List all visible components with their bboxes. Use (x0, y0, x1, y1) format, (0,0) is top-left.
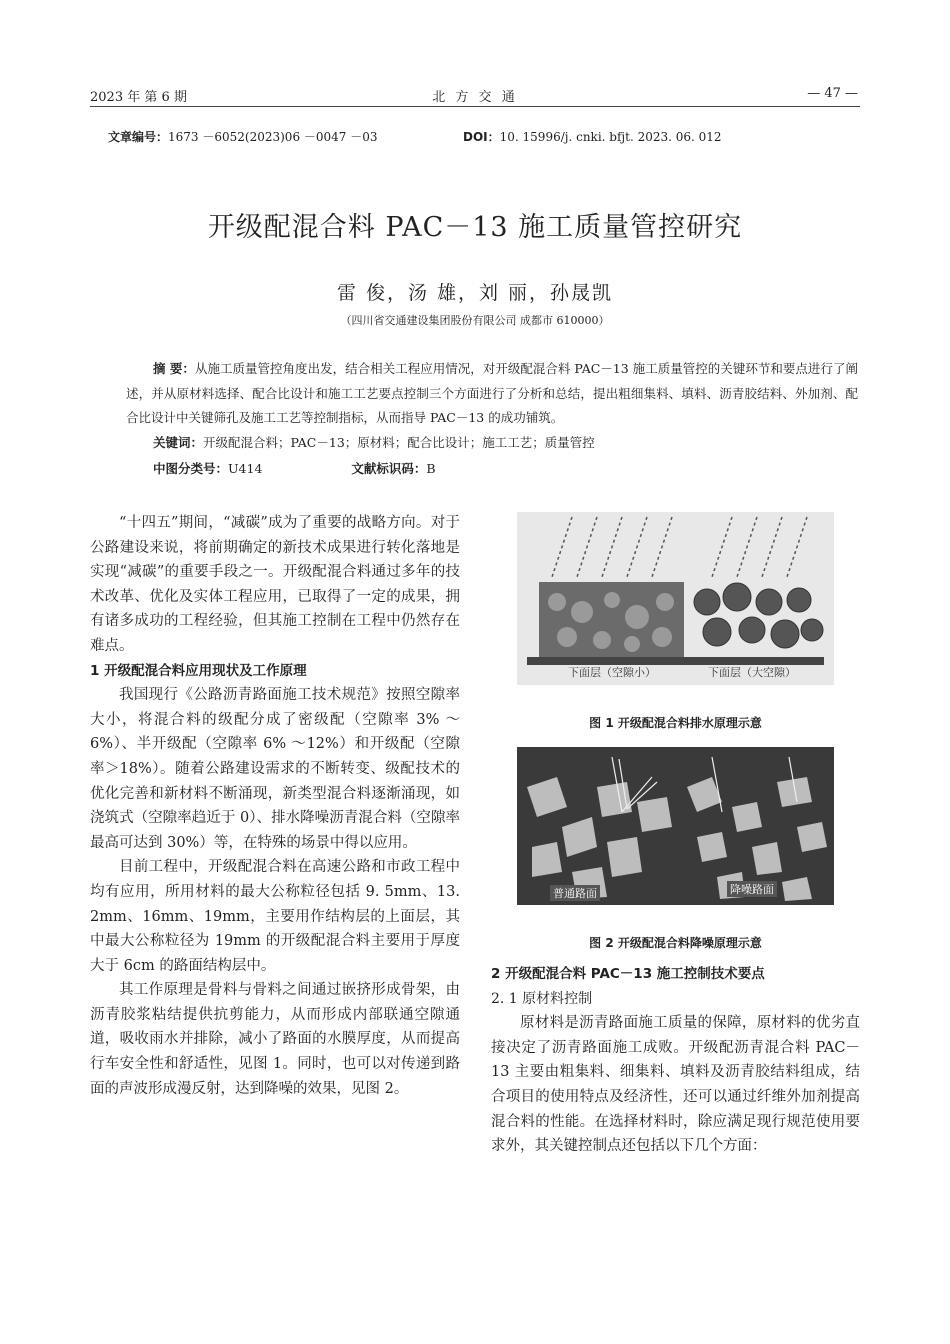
article-number: 文章编号：1673 －6052(2023)06 －0047 －03 (108, 130, 378, 144)
figure-1-image (517, 512, 834, 685)
page-number: — 47 — (807, 86, 858, 101)
doi: DOI：10. 15996/j. cnki. bfjt. 2023. 06. 012 (463, 130, 722, 144)
figure-2-label-left: 普通路面 (553, 887, 597, 900)
keywords: 关键词：开级配混合料；PAC－13；原材料；配合比设计；施工工艺；质量管控 (153, 435, 595, 450)
header-rule (90, 106, 860, 107)
affiliation: （四川省交通建设集团股份有限公司 成都市 610000） (340, 314, 610, 327)
abstract: 摘 要：从施工质量管控角度出发，结合相关工程应用情况，对开级配混合料 PAC－13 施工质量管控的关键环节和要点进行了阐述，并从原材料选择、配合比设计和施工工艺要点控制三个方面进行了分析和总结，提出粗细集料、填料、沥青胶结料、外加剂、配合比设计中关键筛孔及施工工艺等控制指标，从而指导 PAC－13 的成功铺筑。 (126, 361, 858, 425)
left-column (90, 511, 460, 1101)
figure-1-label-left: 下面层（空隙小） (568, 666, 656, 679)
figure-2-image (517, 747, 834, 905)
figure-1-caption: 图 1 开级配混合料排水原理示意 (589, 716, 762, 730)
paragraph: 目前工程中，开级配混合料在高速公路和市政工程中均有应用，所用材料的最大公称粒径包括 9. 5mm、13. 2mm、16mm、19mm，主要用作结构层的上面层，其中最大公称粒径为 19mm 的开级配混合料主要用于厚度大于 6cm 的路面结构层中。 (90, 859, 460, 974)
subsection-heading: 2. 1 原材料控制 (491, 990, 593, 1007)
right-column (491, 962, 860, 1159)
figure-1-label-right: 下面层（大空隙） (708, 666, 796, 679)
paragraph: “十四五”期间，“减碳”成为了重要的战略方向。对于公路建设来说，将前期确定的新技术成果进行转化落地是实现“减碳”的重要手段之一。开级配混合料通过多年的技术改革、优化及实体工程应用，已取得了一定的成果，拥有诸多成功的工程经验，但其施工控制在工程中仍然存在难点。 (90, 515, 460, 654)
figure-2-caption: 图 2 开级配混合料降噪原理示意 (589, 936, 762, 950)
authors: 雷 俊，汤 雄，刘 丽，孙晟凯 (336, 282, 614, 304)
journal-name: 北 方 交 通 (432, 90, 518, 105)
section-heading: 2 开级配混合料 PAC－13 施工控制技术要点 (491, 966, 765, 982)
paragraph: 原材料是沥青路面施工质量的保障，原材料的优劣直接决定了沥青路面施工成败。开级配沥青混合料 PAC－13 主要由粗集料、细集料、填料及沥青胶结料组成，结合项目的使用特点及经济性，还可以通过纤维外加剂提高混合料的性能。在选择材料时，除应满足现行规范使用要求外，其关键控制点还包括以下几个方面： (491, 1015, 860, 1155)
paper-title: 开级配混合料 PAC－13 施工质量管控研究 (207, 212, 743, 243)
issue-label: 2023 年 第 6 期 (90, 90, 187, 105)
paragraph: 其工作原理是骨料与骨料之间通过嵌挤形成骨架，由沥青胶浆粘结提供抗剪能力，从而形成内部联通空隙通道，吸收雨水并排除，减小了路面的水膜厚度，从而提高行车安全性和舒适性，见图 1。同时，也可以对传递到路面的声波形成漫反射，达到降噪的效果，见图 2。 (90, 982, 460, 1097)
paragraph: 我国现行《公路沥青路面施工技术规范》按照空隙率大小，将混合料的级配分成了密级配（空隙率 3% ～6%）、半开级配（空隙率 6% ～12%）和开级配（空隙率＞18%）。随着公路建设需求的不断转变、级配技术的优化完善和新材料不断涌现，新类型混合料逐渐涌现，如浇筑式（空隙率趋近于 0）、排水降噪沥青混合料（空隙率最高可达到 30%）等，在特殊的场景中得以应用。 (90, 687, 460, 851)
classification: 中图分类号：U414 文献标识码：B (153, 461, 436, 476)
figure-2-label-right: 降噪路面 (730, 883, 774, 896)
section-heading: 1 开级配混合料应用现状及工作原理 (90, 662, 307, 679)
